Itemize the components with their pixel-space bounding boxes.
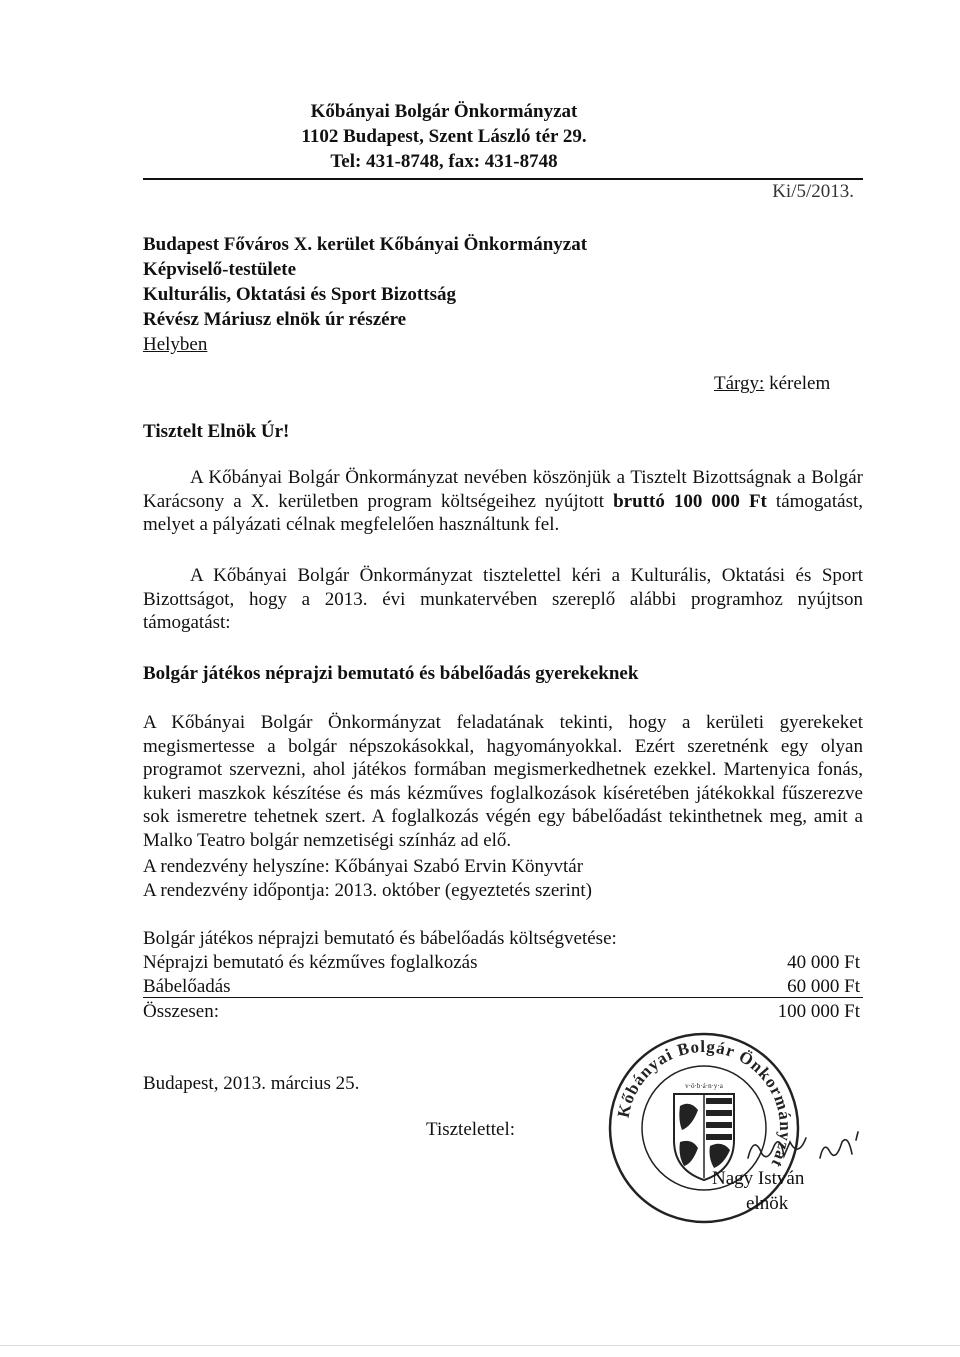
subject-value: kérelem (769, 373, 831, 394)
salutation: Tisztelt Elnök Úr! (143, 421, 290, 442)
reference-number: Ki/5/2013. (772, 181, 854, 202)
paragraph-thanks-text-a: A Kőbányai Bolgár Önkormányzat nevében köszönjük a Tisztelt Bizottságnak a Bolgár Karácsony a X. kerületben program költségeihez nyújtott (143, 467, 863, 512)
budget-title: Bolgár játékos néprajzi bemutató és bábelőadás költségvetése: (143, 928, 617, 949)
paragraph-program-description: A Kőbányai Bolgár Önkormányzat feladatának tekinti, hogy a kerületi gyerekeket megismertesse a bolgár népszokásokkal, hagyományokkal. Ezért szeretnénk egy olyan programot szervezni, ahol játékos formában megismerkedhetnek ezekkel. Martenyica fonás, kukeri maszkok készítése és más kézműves foglalkozások kíséretében játékokkal fűszerezve sok ismeretre tehetnek szert. A foglalkozás végén egy bábelőadást tekinthetnek meg, amit a Malko Teatro bolgár nemzetiségi színház ad elő. (143, 712, 863, 851)
letterhead-phone: Tel: 431-8748, fax: 431-8748 (330, 151, 558, 172)
budget-total-amount: 100 000 Ft (777, 1001, 860, 1022)
budget-row-amount: 40 000 Ft (787, 952, 860, 973)
budget-sum-rule (143, 997, 863, 998)
subject-label: Tárgy: (714, 373, 765, 394)
paragraph-thanks (143, 466, 863, 537)
letterhead-address: 1102 Budapest, Szent László tér 29. (301, 126, 587, 147)
event-venue: A rendezvény helyszíne: Kőbányai Szabó Ervin Könyvtár (143, 856, 584, 877)
letterhead-divider (143, 178, 863, 180)
scan-page-edge (0, 1345, 960, 1346)
handwritten-signature-icon (740, 1128, 870, 1168)
paragraph-request-text: A Kőbányai Bolgár Önkormányzat tisztelettel kéri a Kulturális, Oktatási és Sport Bizottságot, hogy a 2013. évi munkatervében szereplő alábbi programhoz nyújtson támogatást: (143, 565, 863, 633)
recipient-line-3: Kulturális, Oktatási és Sport Bizottság (143, 284, 456, 305)
budget-total-label: Összesen: (143, 1001, 219, 1022)
budget-row-label: Néprajzi bemutató és kézműves foglalkozás (143, 952, 478, 973)
program-title: Bolgár játékos néprajzi bemutató és bábelőadás gyerekeknek (143, 663, 639, 684)
recipient-line-1: Budapest Főváros X. kerület Kőbányai Önkormányzat (143, 234, 588, 255)
paragraph-thanks-amount: bruttó 100 000 Ft (613, 490, 767, 512)
place-and-date: Budapest, 2013. március 25. (143, 1073, 360, 1094)
budget-row-label: Bábelőadás (143, 976, 231, 997)
budget-row-amount: 60 000 Ft (787, 976, 860, 997)
subject-line (714, 373, 830, 395)
signatory-title: elnök (746, 1193, 789, 1214)
event-date: A rendezvény időpontja: 2013. október (egyeztetés szerint) (143, 880, 592, 901)
paragraph-thanks-text-b: támogatást, melyet a pályázati célnak megfelelően használtunk fel. (143, 490, 863, 535)
stamp-ring-text: Kőbányai Bolgár Önkormányzat (613, 1036, 796, 1172)
signatory-name: Nagy István (712, 1168, 805, 1189)
recipient-line-4: Révész Máriusz elnök úr részére (143, 309, 407, 330)
stamp-inner-text: v·ö·b·á·n·y·a (685, 1082, 723, 1090)
recipient-line-2: Képviselő-testülete (143, 259, 297, 280)
recipient-line-5: Helyben (143, 334, 208, 355)
paragraph-request (143, 564, 863, 635)
letterhead-org-name: Kőbányai Bolgár Önkormányzat (310, 101, 578, 122)
closing-phrase: Tisztelettel: (426, 1119, 516, 1140)
